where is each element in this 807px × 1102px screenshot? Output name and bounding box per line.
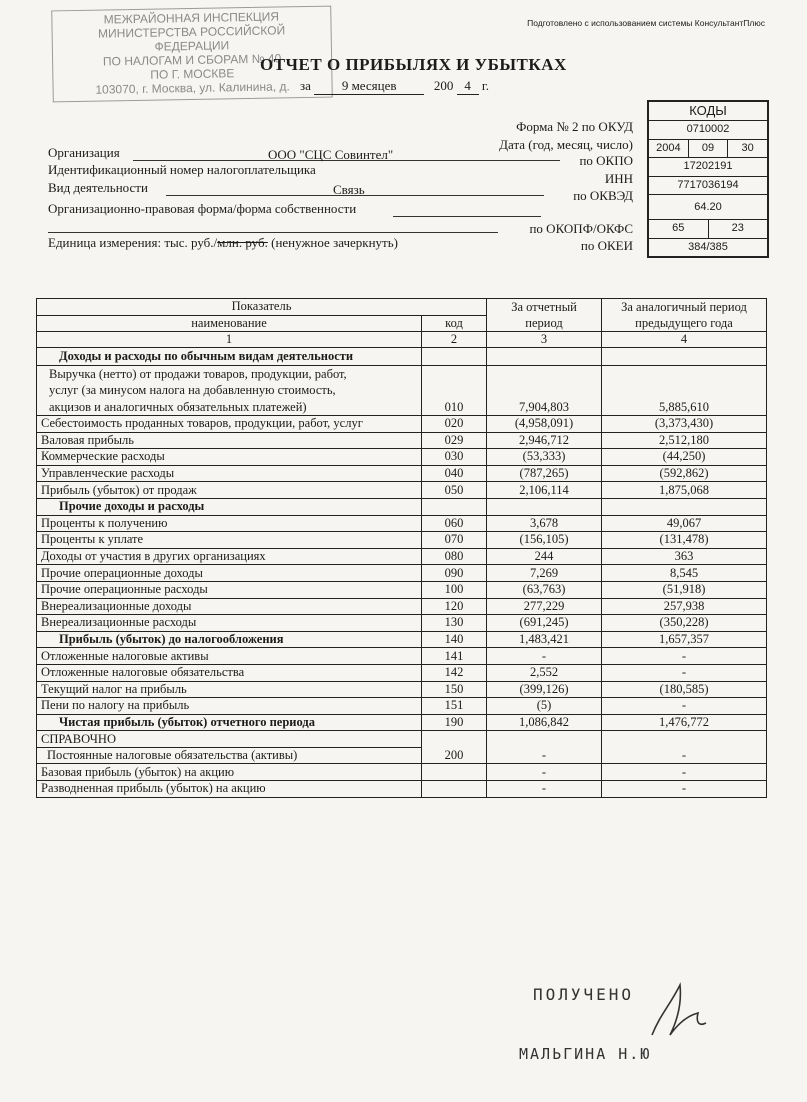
- date-day: 30: [741, 141, 754, 154]
- row-cur: (399,126): [487, 681, 602, 698]
- row-code: 100: [422, 581, 487, 598]
- perm-tax-current: -: [487, 731, 602, 764]
- row-cur: (63,763): [487, 581, 602, 598]
- row-code: 151: [422, 698, 487, 715]
- row-prev: -: [602, 698, 767, 715]
- row-cur: (5): [487, 698, 602, 715]
- row-code: 190: [422, 714, 487, 731]
- year-digit: 4: [457, 78, 479, 95]
- label-date: Дата (год, месяц, число): [499, 137, 633, 152]
- row-cur: (156,105): [487, 532, 602, 549]
- row-prev: (131,478): [602, 532, 767, 549]
- section-ordinary: Доходы и расходы по обычным видам деятельности: [37, 348, 422, 366]
- row-prev: -: [602, 648, 767, 665]
- row-code: 120: [422, 598, 487, 615]
- reference-label: СПРАВОЧНО: [37, 731, 422, 748]
- okei-code: 384/385: [688, 240, 728, 253]
- row-prev: 257,938: [602, 598, 767, 615]
- row-name: Отложенные налоговые активы: [37, 648, 422, 665]
- row-cur: (4,958,091): [487, 416, 602, 433]
- row-code: 050: [422, 482, 487, 499]
- organization-value: ООО "СЦС Совинтел": [268, 147, 394, 162]
- row-prev: (44,250): [602, 449, 767, 466]
- label-inn: ИНН: [604, 171, 633, 186]
- head-current: [487, 299, 602, 332]
- row-name: Текущий налог на прибыль: [37, 681, 422, 698]
- col-num-1: 1: [37, 332, 422, 348]
- row-revenue-current: 7,904,803: [487, 365, 602, 416]
- head-previous: [602, 299, 767, 332]
- table-row: [37, 581, 767, 598]
- table-row: [37, 598, 767, 615]
- row-revenue-previous: 5,885,610: [602, 365, 767, 416]
- tax-office-stamp: [51, 6, 333, 103]
- row-cur: (691,245): [487, 615, 602, 632]
- row-name: Пени по налогу на прибыль: [37, 698, 422, 715]
- unit-suffix: (ненужное зачеркнуть): [271, 235, 398, 250]
- row-code: 040: [422, 465, 487, 482]
- diluted-eps-label: Разводненная прибыль (убыток) на акцию: [37, 781, 422, 798]
- label-legal-form: Организационно-правовая форма/форма собственности: [48, 201, 357, 216]
- diluted-eps-current: -: [487, 781, 602, 798]
- row-code: 030: [422, 449, 487, 466]
- label-okpo: по ОКПО: [579, 153, 633, 168]
- row-cur: 7,269: [487, 565, 602, 582]
- label-okopf: по ОКОПФ/ОКФС: [529, 221, 633, 236]
- legal-form-line-2: [48, 232, 498, 233]
- row-name: Прибыль (убыток) от продаж: [37, 482, 422, 499]
- row-name: Проценты к получению: [37, 515, 422, 532]
- stamp-line: 103070, г. Москва, ул. Калинина, д.: [95, 79, 290, 97]
- table-row: [37, 432, 767, 449]
- income-statement-table: [36, 298, 767, 798]
- handwritten-signature: [640, 975, 720, 1045]
- perm-tax-label: Постоянные налоговые обязательства (активы): [37, 747, 422, 764]
- row-prev: (3,373,430): [602, 416, 767, 433]
- row-code: 020: [422, 416, 487, 433]
- row-prev: 363: [602, 548, 767, 565]
- head-code: код: [422, 315, 487, 332]
- head-current-1: За отчетный: [511, 300, 577, 314]
- period-value: 9 месяцев: [314, 78, 424, 95]
- row-code: 060: [422, 515, 487, 532]
- period-prefix: за: [300, 78, 311, 93]
- row-code: 150: [422, 681, 487, 698]
- row-code: 140: [422, 631, 487, 648]
- stamp-line: МИНИСТЕРСТВА РОССИЙСКОЙ ФЕДЕРАЦИИ: [97, 23, 286, 54]
- inn-code: 7717036194: [677, 178, 739, 191]
- label-unit: [48, 235, 398, 251]
- row-name: Валовая прибыль: [37, 432, 422, 449]
- perm-tax-previous: -: [602, 731, 767, 764]
- col-num-2: 2: [422, 332, 487, 348]
- label-okved: по ОКВЭД: [573, 188, 633, 203]
- report-title: ОТЧЕТ О ПРИБЫЛЯХ И УБЫТКАХ: [260, 55, 567, 74]
- row-prev: 2,512,180: [602, 432, 767, 449]
- table-row: [37, 482, 767, 499]
- row-prev: 1,476,772: [602, 714, 767, 731]
- basic-eps-current: -: [487, 764, 602, 781]
- row-name: Управленческие расходы: [37, 465, 422, 482]
- table-row: [37, 416, 767, 433]
- row-name: Себестоимость проданных товаров, продукции, работ, услуг: [37, 416, 422, 433]
- received-stamp: ПОЛУЧЕНО: [533, 985, 635, 1004]
- row-code: 142: [422, 664, 487, 681]
- row-prev: (350,228): [602, 615, 767, 632]
- okfs-code: 23: [731, 222, 744, 234]
- row-cur: (53,333): [487, 449, 602, 466]
- table-row: [37, 648, 767, 665]
- table-row: [37, 532, 767, 549]
- label-activity: Вид деятельности: [48, 180, 148, 195]
- row-name: Прибыль (убыток) до налогообложения: [37, 631, 422, 648]
- row-cur: 1,483,421: [487, 631, 602, 648]
- head-name: наименование: [37, 315, 422, 332]
- row-code: 130: [422, 615, 487, 632]
- legal-form-line: [393, 216, 541, 217]
- row-code: 090: [422, 565, 487, 582]
- row-cur: 3,678: [487, 515, 602, 532]
- table-row: [37, 681, 767, 698]
- label-organization: Организация: [48, 145, 120, 160]
- table-row: [37, 664, 767, 681]
- table-row: [37, 714, 767, 731]
- head-previous-2: предыдущего года: [635, 316, 733, 330]
- stamp-line: ПО НАЛОГАМ И СБОРАМ № 40: [102, 51, 282, 69]
- row-name: Внереализационные доходы: [37, 598, 422, 615]
- table-row: [37, 565, 767, 582]
- label-okei: по ОКЕИ: [580, 238, 633, 253]
- stamp-line: ПО Г. МОСКВЕ: [150, 66, 235, 82]
- row-revenue-code: 010: [422, 365, 487, 416]
- head-indicator: Показатель: [37, 299, 487, 316]
- row-name: Прочие операционные расходы: [37, 581, 422, 598]
- row-cur: 2,552: [487, 664, 602, 681]
- year-prefix: 200: [433, 78, 454, 93]
- stamp-line: МЕЖРАЙОННАЯ ИНСПЕКЦИЯ: [103, 9, 280, 27]
- row-cur: 277,229: [487, 598, 602, 615]
- row-cur: 2,946,712: [487, 432, 602, 449]
- row-code: 070: [422, 532, 487, 549]
- year-suffix: г.: [481, 78, 490, 93]
- signer-stamp: МАЛЬГИНА Н.Ю: [519, 1045, 652, 1063]
- label-form: Форма № 2 по ОКУД: [516, 119, 633, 134]
- row-name: Внереализационные расходы: [37, 615, 422, 632]
- unit-struck: млн. руб.: [217, 235, 268, 250]
- row-prev: (592,862): [602, 465, 767, 482]
- table-row: [37, 631, 767, 648]
- table-row: [37, 698, 767, 715]
- perm-tax-code: 200: [422, 731, 487, 764]
- okopf-code: 65: [649, 220, 709, 238]
- row-cur: 1,086,842: [487, 714, 602, 731]
- okved-code: 64.20: [694, 201, 722, 213]
- row-prev: -: [602, 664, 767, 681]
- row-name: Прочие операционные доходы: [37, 565, 422, 582]
- section-other: Прочие доходы и расходы: [37, 498, 422, 515]
- prepared-note: Подготовлено с использованием системы КонсультантПлюс: [527, 18, 765, 28]
- head-current-2: период: [525, 316, 563, 330]
- col-num-4: 4: [602, 332, 767, 348]
- row-prev: 8,545: [602, 565, 767, 582]
- row-prev: 49,067: [602, 515, 767, 532]
- okpo-code: 17202191: [683, 160, 733, 172]
- row-prev: 1,875,068: [602, 482, 767, 499]
- row-name: Проценты к уплате: [37, 532, 422, 549]
- revenue-line-1: Выручка (нетто) от продажи товаров, продукции, работ,: [49, 366, 347, 381]
- revenue-line-3: акцизов и аналогичных обязательных платежей): [49, 399, 307, 414]
- row-prev: (180,585): [602, 681, 767, 698]
- table-row: [37, 449, 767, 466]
- unit-prefix: Единица измерения: тыс. руб./: [48, 235, 218, 250]
- row-name: Доходы от участия в других организациях: [37, 548, 422, 565]
- row-name: Чистая прибыль (убыток) отчетного периода: [37, 714, 422, 731]
- row-cur: -: [487, 648, 602, 665]
- report-period: [300, 78, 489, 95]
- table-row: [37, 465, 767, 482]
- revenue-line-2: услуг (за минусом налога на добавленную стоимость,: [49, 383, 336, 397]
- date-month: 09: [689, 140, 729, 158]
- row-cur: (787,265): [487, 465, 602, 482]
- row-code: 029: [422, 432, 487, 449]
- activity-value: Связь: [333, 182, 365, 197]
- row-prev: (51,918): [602, 581, 767, 598]
- date-year: 2004: [649, 140, 689, 158]
- table-row: [37, 515, 767, 532]
- row-code: 080: [422, 548, 487, 565]
- label-taxpayer-id: Идентификационный номер налогоплательщика: [48, 162, 316, 177]
- row-name: Отложенные налоговые обязательства: [37, 664, 422, 681]
- basic-eps-label: Базовая прибыль (убыток) на акцию: [37, 764, 422, 781]
- codes-box: [647, 100, 769, 258]
- col-num-3: 3: [487, 332, 602, 348]
- okud-code: 0710002: [686, 123, 730, 135]
- row-cur: 2,106,114: [487, 482, 602, 499]
- head-previous-1: За аналогичный период: [621, 300, 747, 314]
- row-name: Коммерческие расходы: [37, 449, 422, 466]
- row-code: 141: [422, 648, 487, 665]
- basic-eps-previous: -: [602, 764, 767, 781]
- row-revenue-name: [37, 365, 422, 416]
- table-row: [37, 548, 767, 565]
- codes-title: КОДЫ: [649, 102, 767, 121]
- diluted-eps-previous: -: [602, 781, 767, 798]
- table-row: [37, 615, 767, 632]
- row-prev: 1,657,357: [602, 631, 767, 648]
- row-cur: 244: [487, 548, 602, 565]
